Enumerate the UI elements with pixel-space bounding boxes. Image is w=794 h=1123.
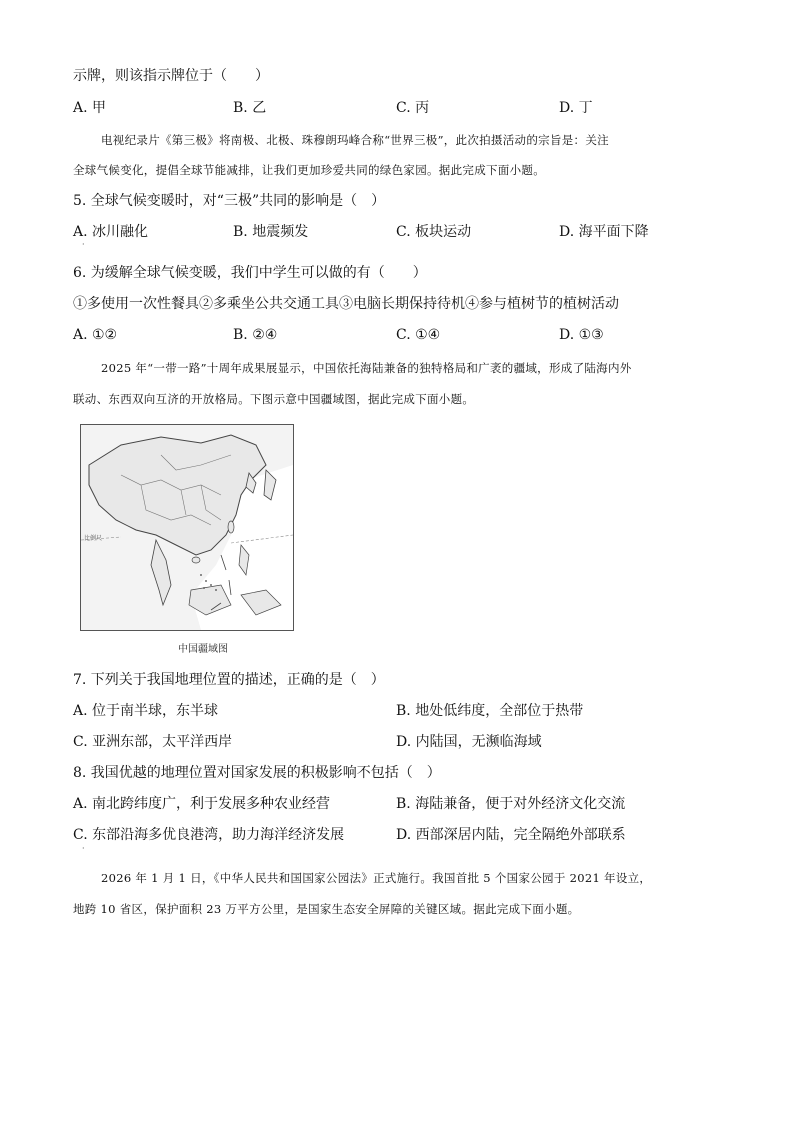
q5-option-d: D. 海平面下降 bbox=[559, 224, 649, 240]
map-caption: 中国疆域图 bbox=[178, 644, 228, 655]
q6-option-a: A. ①② bbox=[73, 327, 118, 343]
passage1-line1: 电视纪录片《第三极》将南极、北极、珠穆朗玛峰合称“世界三极”，此次拍摄活动的宗旨是：关注 bbox=[101, 133, 609, 147]
passage3-line1: 2026 年 1 月 1 日，《中华人民共和国国家公园法》正式施行。我国首批 5 个国家公园于 2021 年设立， bbox=[101, 871, 652, 885]
q5-stem: 5. 全球气候变暖时，对“三极”共同的影响是（ ） bbox=[73, 193, 386, 209]
q8-option-d: D. 西部深居内陆，完全隔绝外部联系 bbox=[396, 827, 626, 843]
q5-option-b: B. 地震频发 bbox=[233, 224, 309, 240]
q6-stem: 6. 为缓解全球气候变暖，我们中学生可以做的有（ ） bbox=[73, 265, 427, 281]
map-inset-label: 比例尺 bbox=[84, 535, 103, 542]
q6-choices: ①多使用一次性餐具②多乘坐公共交通工具③电脑长期保持待机④参与植树节的植树活动 bbox=[73, 296, 619, 312]
q8-stem: 8. 我国优越的地理位置对国家发展的积极影响不包括（ ） bbox=[73, 765, 441, 781]
china-territory-map bbox=[80, 424, 294, 631]
stray-dot: · bbox=[82, 844, 85, 853]
q8-option-a: A. 南北跨纬度广，利于发展多种农业经营 bbox=[73, 796, 331, 812]
q7-option-d: D. 内陆国，无濒临海域 bbox=[396, 734, 542, 750]
q7-option-c: C. 亚洲东部，太平洋西岸 bbox=[73, 734, 233, 750]
map-drawing bbox=[81, 425, 293, 630]
q6-option-d: D. ①③ bbox=[559, 327, 604, 343]
stray-dot: · bbox=[82, 240, 85, 249]
q8-option-b: B. 海陆兼备，便于对外经济文化交流 bbox=[396, 796, 626, 812]
q4-stem-tail: 示牌，则该指示牌位于（ ） bbox=[73, 68, 269, 84]
q4-option-a: A. 甲 bbox=[73, 100, 107, 116]
passage2-line1: 2025 年“一带一路”十周年成果展显示，中国依托海陆兼备的独特格局和广袤的疆域，形成了陆海内外 bbox=[101, 361, 632, 375]
q6-option-c: C. ①④ bbox=[396, 327, 441, 343]
q7-option-b: B. 地处低纬度，全部位于热带 bbox=[396, 703, 584, 719]
q4-option-d: D. 丁 bbox=[559, 100, 593, 116]
passage2-line2: 联动、东西双向互济的开放格局。下图示意中国疆域图，据此完成下面小题。 bbox=[73, 392, 475, 406]
q4-option-c: C. 丙 bbox=[396, 100, 430, 116]
q7-stem: 7. 下列关于我国地理位置的描述，正确的是（ ） bbox=[73, 672, 385, 688]
q5-option-c: C. 板块运动 bbox=[396, 224, 472, 240]
q4-option-b: B. 乙 bbox=[233, 100, 267, 116]
q7-option-a: A. 位于南半球，东半球 bbox=[73, 703, 219, 719]
passage1-line2: 全球气候变化，提倡全球节能减排，让我们更加珍爱共同的绿色家园。据此完成下面小题。 bbox=[73, 163, 545, 177]
passage3-line2: 地跨 10 省区，保护面积 23 万平方公里，是国家生态安全屏障的关键区域。据此完成下面小题。 bbox=[73, 902, 580, 916]
q5-option-a: A. 冰川融化 bbox=[73, 224, 149, 240]
q6-option-b: B. ②④ bbox=[233, 327, 278, 343]
q8-option-c: C. 东部沿海多优良港湾，助力海洋经济发展 bbox=[73, 827, 345, 843]
